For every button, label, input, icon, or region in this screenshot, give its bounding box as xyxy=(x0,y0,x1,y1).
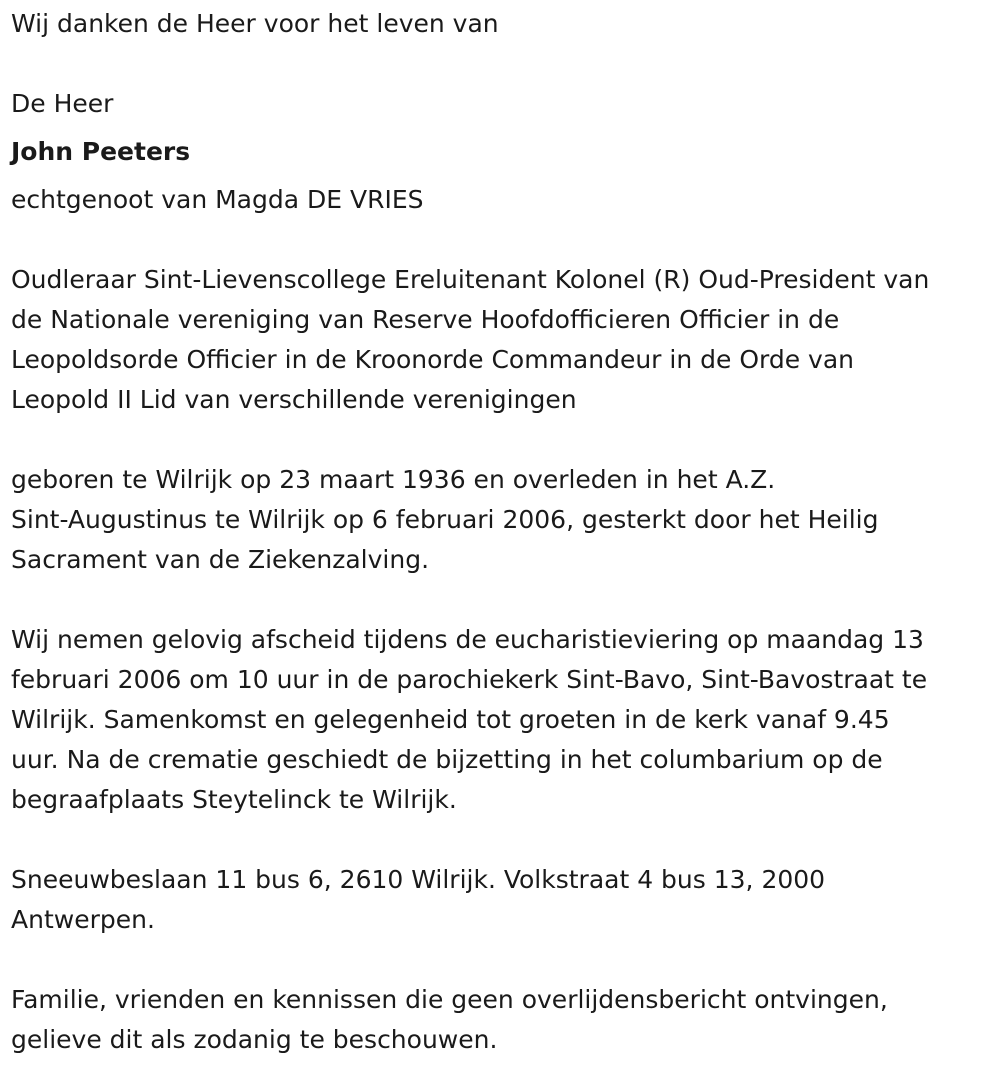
spacer xyxy=(11,220,996,260)
titles-line: de Nationale vereniging van Reserve Hoofdofficieren Officier in de xyxy=(11,305,840,334)
birth-death-line: Sint-Augustinus te Wilrijk op 6 februari 2006, gesterkt door het Heilig xyxy=(11,505,879,534)
address-line: Sneeuwbeslaan 11 bus 6, 2610 Wilrijk. Volkstraat 4 bus 13, 2000 xyxy=(11,865,826,894)
address-line: Antwerpen. xyxy=(11,905,155,934)
spacer xyxy=(11,940,996,980)
ceremony-paragraph xyxy=(11,620,996,820)
honorific: De Heer xyxy=(11,89,114,118)
death-notice xyxy=(11,4,996,1060)
birth-death-line: Sacrament van de Ziekenzalving. xyxy=(11,545,430,574)
titles-line: Leopold II Lid van verschillende verenigingen xyxy=(11,385,577,414)
address-paragraph xyxy=(11,860,996,940)
spouse-line: echtgenoot van Magda DE VRIES xyxy=(11,185,424,214)
spacer xyxy=(11,44,996,84)
deceased-name: John Peeters xyxy=(11,137,191,166)
titles-paragraph xyxy=(11,260,996,420)
spacer xyxy=(11,820,996,860)
closing-paragraph xyxy=(11,980,996,1060)
titles-line: Leopoldsorde Officier in de Kroonorde Commandeur in de Orde van xyxy=(11,345,855,374)
closing-line: Familie, vrienden en kennissen die geen overlijdensbericht ontvingen, xyxy=(11,985,888,1014)
spacer xyxy=(11,420,996,460)
closing-line: gelieve dit als zodanig te beschouwen. xyxy=(11,1025,498,1054)
ceremony-line: februari 2006 om 10 uur in de parochiekerk Sint-Bavo, Sint-Bavostraat te xyxy=(11,665,928,694)
ceremony-line: Wij nemen gelovig afscheid tijdens de eucharistieviering op maandag 13 xyxy=(11,625,924,654)
ceremony-line: Wilrijk. Samenkomst en gelegenheid tot groeten in de kerk vanaf 9.45 xyxy=(11,705,890,734)
spacer xyxy=(11,580,996,620)
ceremony-line: begraafplaats Steytelinck te Wilrijk. xyxy=(11,785,457,814)
intro-text: Wij danken de Heer voor het leven van xyxy=(11,9,499,38)
birth-death-paragraph xyxy=(11,460,996,580)
birth-death-line: geboren te Wilrijk op 23 maart 1936 en overleden in het A.Z. xyxy=(11,465,776,494)
titles-line: Oudleraar Sint-Lievenscollege Ereluitenant Kolonel (R) Oud-President van xyxy=(11,265,930,294)
ceremony-line: uur. Na de crematie geschiedt de bijzetting in het columbarium op de xyxy=(11,745,883,774)
